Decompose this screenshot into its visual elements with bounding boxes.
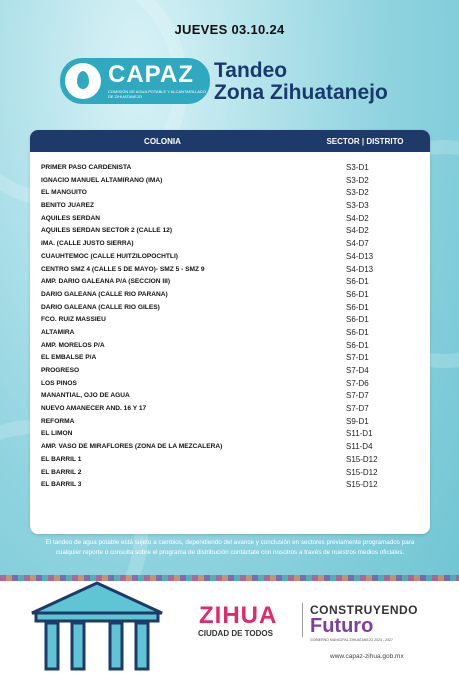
sector-cell: S6-D1 <box>346 315 369 325</box>
sector-cell: S11-D4 <box>346 442 373 452</box>
sector-cell: S6-D1 <box>346 327 369 337</box>
colonia-cell: EL EMBALSE P/A <box>41 354 97 362</box>
colonia-cell: CUAUHTEMOC (CALLE HUITZILOPOCHTLI) <box>41 252 178 260</box>
colonia-cell: AMP. DARIO GALEANA P/A (SECCION III) <box>41 278 171 286</box>
government-line: GOBIERNO MUNICIPAL ZIHUATANEJO 2024 - 2027 <box>310 638 393 642</box>
table-header <box>30 130 430 152</box>
logo-subtitle: COMISIÓN DE AGUA POTABLE Y ALCANTARILLADO DE ZIHUATANEJO <box>108 89 206 99</box>
colonia-cell: EL BARRIL 3 <box>41 481 82 489</box>
sector-cell: S4-D13 <box>346 264 374 274</box>
website-link[interactable]: www.capaz-zihua.gob.mx <box>330 653 404 660</box>
colonia-cell: IMA. (CALLE JUSTO SIERRA) <box>41 240 134 248</box>
sector-cell: S6-D1 <box>346 277 369 287</box>
table-row <box>30 429 430 442</box>
colonia-cell: IGNACIO MANUEL ALTAMIRANO (IMA) <box>41 176 163 184</box>
table-row <box>30 214 430 227</box>
table-row <box>30 188 430 201</box>
table-row <box>30 226 430 239</box>
colonia-cell: EL MANGUITO <box>41 189 87 197</box>
colonia-cell: AMP. MORELOS P/A <box>41 341 105 349</box>
colonia-cell: AQUILES SERDAN <box>41 214 100 222</box>
table-row <box>30 353 430 366</box>
sector-cell: S3-D2 <box>346 175 369 185</box>
table-row <box>30 379 430 392</box>
colonia-cell: DARIO GALEANA (CALLE RIO GILES) <box>41 303 160 311</box>
sector-cell: S7-D7 <box>346 404 369 414</box>
sector-cell: S6-D1 <box>346 302 369 312</box>
table-row <box>30 277 430 290</box>
logo-name: CAPAZ <box>108 61 194 88</box>
footer-note: El tandeo de agua potable está sujeto a cambios, dependiendo del avance y conclusión en sectores previamente programados para cualquier reporte o consulta sobre el programa de distribución contáctate con nosotros a través de nuestros medios oficiales. <box>45 539 415 556</box>
colonia-cell: EL BARRIL 1 <box>41 455 82 463</box>
table-row <box>30 265 430 278</box>
table-body <box>30 163 430 493</box>
colonia-cell: PROGRESO <box>41 367 80 374</box>
bottom-banner <box>0 581 459 673</box>
sector-cell: S4-D2 <box>346 213 369 223</box>
table-row <box>30 239 430 252</box>
title-line-2: Zona Zihuatanejo <box>214 81 388 104</box>
table-row <box>30 417 430 430</box>
colonia-cell: MANANTIAL, OJO DE AGUA <box>41 392 130 400</box>
sector-cell: S11-D1 <box>346 429 373 439</box>
water-drop-icon <box>65 63 101 99</box>
table-row <box>30 455 430 468</box>
colonia-cell: DARIO GALEANA (CALLE RIO PARANA) <box>41 290 168 298</box>
sector-cell: S3-D3 <box>346 201 369 211</box>
sector-cell: S7-D6 <box>346 378 369 388</box>
table-row <box>30 163 430 176</box>
sector-cell: S15-D12 <box>346 480 378 490</box>
table-row <box>30 252 430 265</box>
sector-cell: S7-D7 <box>346 391 369 401</box>
colonia-cell: REFORMA <box>41 417 75 425</box>
colonia-cell: CENTRO SMZ 4 (CALLE 5 DE MAYO)- SMZ 5 - SMZ 9 <box>41 265 205 273</box>
construyendo-label: CONSTRUYENDO <box>310 603 419 617</box>
table-row <box>30 201 430 214</box>
zihua-tagline: CIUDAD DE TODOS <box>198 629 273 638</box>
table-row <box>30 176 430 189</box>
table-row <box>30 404 430 417</box>
schedule-table <box>30 130 430 534</box>
table-row <box>30 468 430 481</box>
zihua-logo: ZIHUA <box>199 602 278 629</box>
table-row <box>30 442 430 455</box>
colonia-cell: ALTAMIRA <box>41 328 75 336</box>
table-row <box>30 315 430 328</box>
futuro-logo: Futuro <box>310 615 374 637</box>
building-columns-icon <box>12 575 182 673</box>
colonia-cell: AMP. VASO DE MIRAFLORES (ZONA DE LA MEZCALERA) <box>41 443 223 451</box>
table-row <box>30 480 430 493</box>
table-row <box>30 303 430 316</box>
colonia-cell: EL BARRIL 2 <box>41 468 82 476</box>
table-row <box>30 366 430 379</box>
table-row <box>30 391 430 404</box>
page-title <box>214 60 388 104</box>
colonia-cell: AQUILES SERDAN SECTOR 2 (CALLE 12) <box>41 227 173 235</box>
colonia-cell: EL LIMON <box>41 430 73 438</box>
sector-cell: S6-D1 <box>346 289 369 299</box>
colonia-cell: NUEVO AMANECER AND. 16 Y 17 <box>41 405 147 413</box>
table-row <box>30 341 430 354</box>
sector-cell: S7-D1 <box>346 353 369 363</box>
sector-cell: S3-D1 <box>346 163 369 172</box>
sector-cell: S4-D7 <box>346 239 369 249</box>
capaz-logo <box>60 58 210 104</box>
sector-cell: S3-D2 <box>346 188 369 198</box>
colonia-cell: FCO. RUIZ MASSIEU <box>41 316 106 324</box>
colonia-cell: LOS PINOS <box>41 379 77 387</box>
colonia-cell: BENITO JUAREZ <box>41 202 95 210</box>
table-row <box>30 290 430 303</box>
sector-cell: S6-D1 <box>346 340 369 350</box>
logo-divider <box>302 603 303 637</box>
sector-cell: S9-D1 <box>346 416 369 426</box>
title-line-1: Tandeo <box>214 59 288 82</box>
sector-cell: S15-D12 <box>346 467 378 477</box>
table-row <box>30 328 430 341</box>
colonia-cell: PRIMER PASO CARDENISTA <box>41 164 132 171</box>
sector-cell: S4-D13 <box>346 251 374 261</box>
sector-cell: S4-D2 <box>346 226 369 236</box>
sector-cell: S15-D12 <box>346 454 378 464</box>
sector-cell: S7-D4 <box>346 366 369 375</box>
column-header-colonia: COLONIA <box>144 137 181 146</box>
date-heading: JUEVES 03.10.24 <box>174 22 285 37</box>
column-header-sector: SECTOR | DISTRITO <box>326 137 404 146</box>
